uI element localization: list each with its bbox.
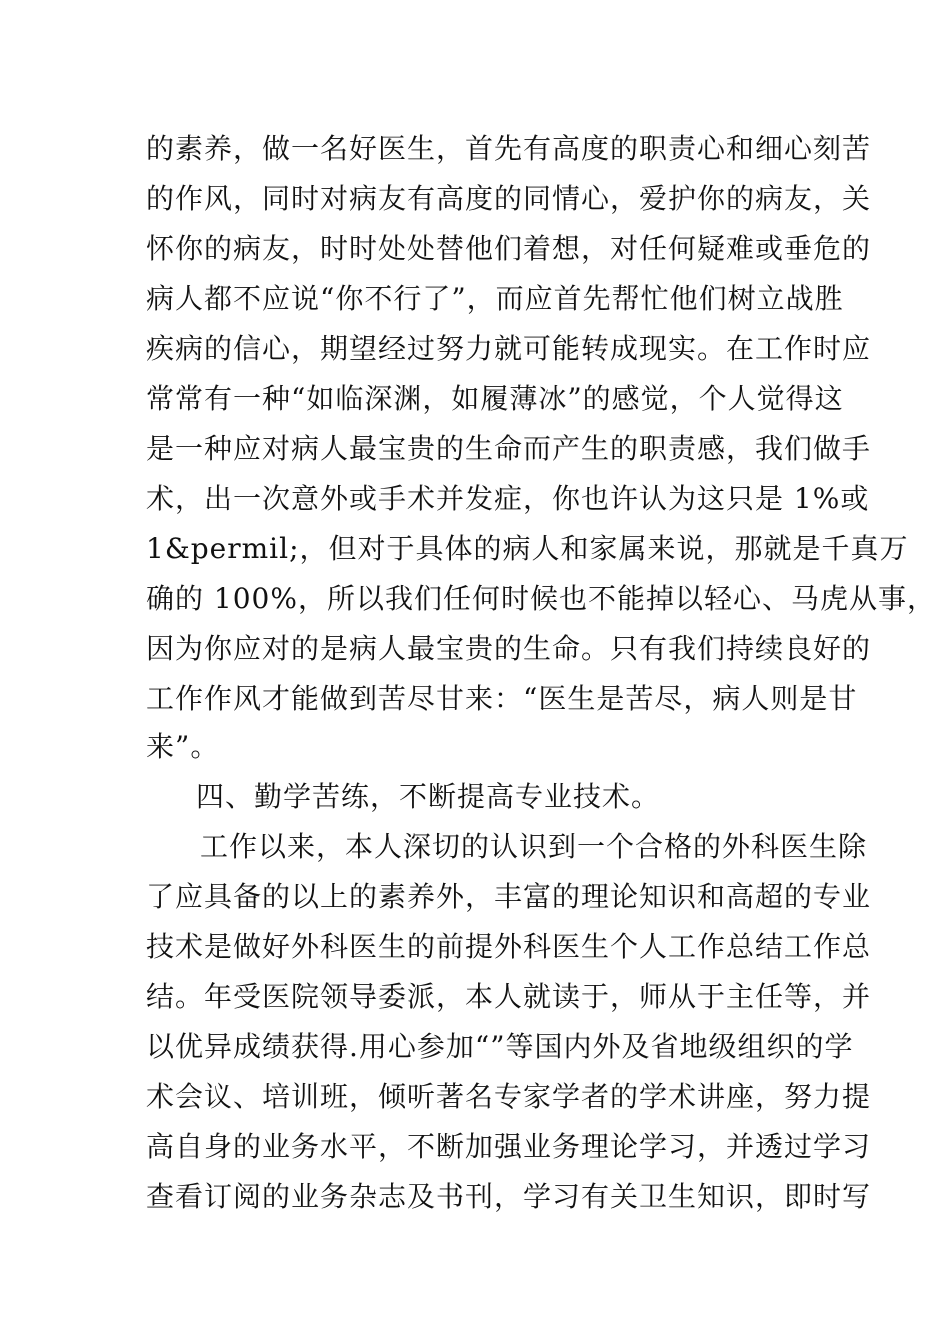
text-line: 是一种应对病人最宝贵的生命而产生的职责感，我们做手	[146, 432, 872, 465]
text-line: 疾病的信心，期望经过努力就可能转成现实。在工作时应	[146, 332, 872, 365]
text-line: 怀你的病友，时时处处替他们着想，对任何疑难或垂危的	[146, 232, 872, 265]
text-line: 了应具备的以上的素养外，丰富的理论知识和高超的专业	[146, 880, 872, 913]
text-line: 病人都不应说“你不行了”，而应首先帮忙他们树立战胜	[146, 282, 844, 315]
text-line: 1&permil;，但对于具体的病人和家属来说，那就是千真万	[146, 532, 909, 565]
text-line: 术会议、培训班，倾听著名专家学者的学术讲座，努力提	[146, 1080, 872, 1113]
text-line: 结。年受医院领导委派，本人就读于，师从于主任等，并	[146, 980, 872, 1013]
text-line: 来”。	[146, 730, 220, 763]
text-line: 的素养，做一名好医生，首先有高度的职责心和细心刻苦	[146, 132, 872, 165]
text-line: 术，出一次意外或手术并发症，你也许认为这只是 1%或	[146, 482, 870, 515]
paragraph-first-line: 工作以来，本人深切的认识到一个合格的外科医生除	[200, 830, 868, 863]
section-heading: 四、勤学苦练，不断提高专业技术。	[196, 780, 661, 813]
text-line: 因为你应对的是病人最宝贵的生命。只有我们持续良好的	[146, 632, 872, 665]
text-line: 查看订阅的业务杂志及书刊，学习有关卫生知识，即时写	[146, 1180, 872, 1213]
text-line: 的作风，同时对病友有高度的同情心，爱护你的病友，关	[146, 182, 872, 215]
text-line: 常常有一种“如临深渊，如履薄冰”的感觉，个人觉得这	[146, 382, 844, 415]
text-line: 高自身的业务水平，不断加强业务理论学习，并透过学习	[146, 1130, 872, 1163]
text-line: 确的 100%，所以我们任何时候也不能掉以轻心、马虎从事，	[146, 582, 936, 615]
text-line: 技术是做好外科医生的前提外科医生个人工作总结工作总	[146, 930, 872, 963]
text-line: 工作作风才能做到苦尽甘来：“医生是苦尽，病人则是甘	[146, 682, 858, 715]
text-line: 以优异成绩获得.用心参加“”等国内外及省地级组织的学	[146, 1030, 854, 1063]
